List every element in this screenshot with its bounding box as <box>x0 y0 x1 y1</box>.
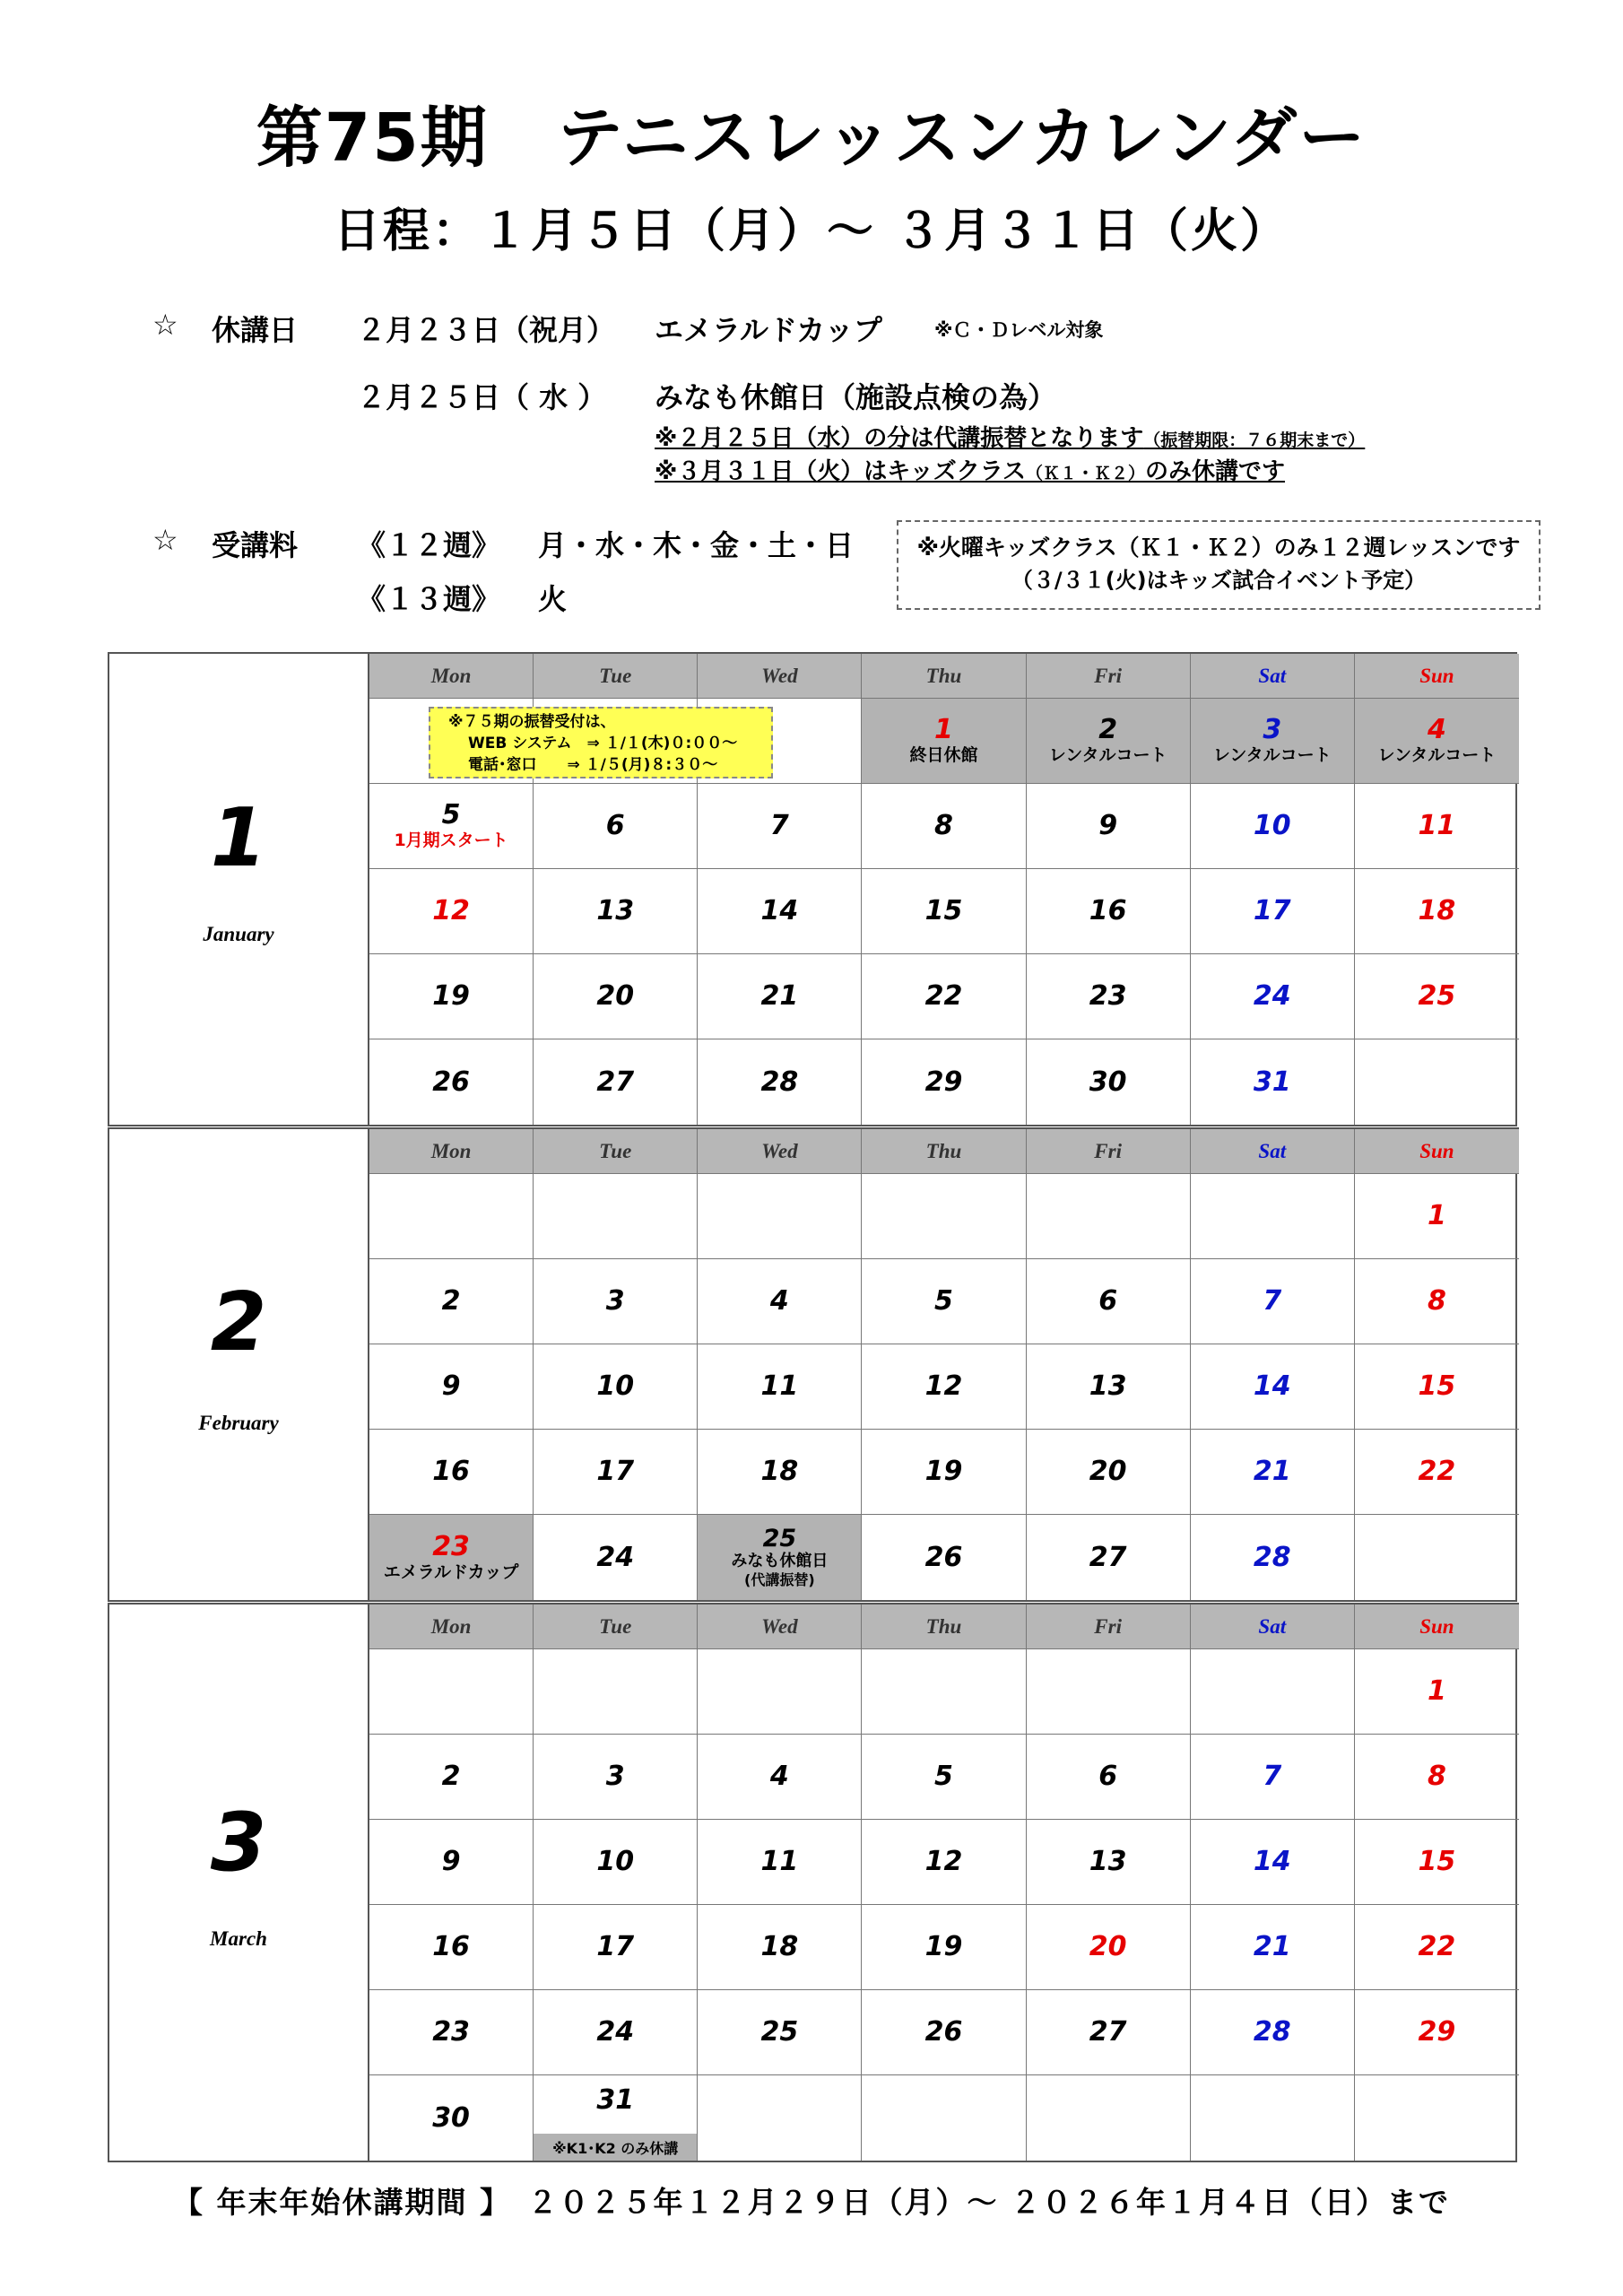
day-cell: 8 <box>862 784 1026 869</box>
day-cell: 26 <box>862 1515 1026 1600</box>
day-cell: 26 <box>862 1990 1026 2075</box>
day-cell: 27 <box>534 1039 698 1125</box>
day-cell: 19 <box>862 1905 1026 1990</box>
weekday-header: Mon <box>369 654 534 699</box>
day-cell: 10 <box>1191 784 1355 869</box>
day-cell <box>534 1174 698 1259</box>
calendar-february <box>108 1127 1517 1602</box>
closure-event-1: エメラルドカップ <box>655 313 882 347</box>
day-cell <box>698 2075 862 2161</box>
day-cell: 31 <box>1191 1039 1355 1125</box>
day-cell <box>1191 1649 1355 1735</box>
day-cell: 25 <box>1355 954 1519 1039</box>
day-cell: 6 <box>534 784 698 869</box>
month-number: 1 <box>210 791 267 885</box>
day-cell: 19 <box>862 1430 1026 1515</box>
day-cell: 2 レンタルコート <box>1027 699 1191 784</box>
day-cell: 12 <box>862 1344 1026 1430</box>
day-cell <box>862 1649 1026 1735</box>
day-cell: 6 <box>1027 1259 1191 1344</box>
month-name: March <box>210 1927 267 1950</box>
day-cell: 1 <box>1355 1174 1519 1259</box>
kids-class-note: ※火曜キッズクラス（Ｋ１・Ｋ２）のみ１２週レッスンです （３/３１(火)はキッズ試合イベント予定） <box>897 520 1541 610</box>
month-name: January <box>203 923 274 945</box>
day-cell: 13 <box>1027 1344 1191 1430</box>
day-cell: 7 <box>698 784 862 869</box>
fee-12-weeks: 《１２週》 <box>357 528 501 562</box>
day-cell: 24 <box>534 1515 698 1600</box>
day-cell: 18 <box>1355 869 1519 954</box>
day-cell: 16 <box>369 1905 534 1990</box>
day-cell: 16 <box>369 1430 534 1515</box>
day-cell: 20 <box>1027 1905 1191 1990</box>
closure-note-1: ※Ｃ・Ｄレベル対象 <box>934 319 1104 341</box>
day-cell: 25 みなも休館日 (代講振替) <box>698 1515 862 1600</box>
day-cell <box>1355 1039 1519 1125</box>
day-cell: 8 <box>1355 1259 1519 1344</box>
day-cell: 22 <box>1355 1905 1519 1990</box>
day-cell: 4 レンタルコート <box>1355 699 1519 784</box>
day-cell: 14 <box>1191 1344 1355 1430</box>
year-end-holiday-note: 【 年末年始休講期間 】 ２０２５年１２月２９日（月）～ ２０２６年１月４日（日）まで <box>173 2185 1450 2220</box>
day-cell: 5 <box>862 1259 1026 1344</box>
weekday-header: Tue <box>534 1129 698 1174</box>
closures-label: 休講日 <box>212 313 299 347</box>
day-cell: 22 <box>862 954 1026 1039</box>
day-cell: 27 <box>1027 1515 1191 1600</box>
day-cell: 15 <box>1355 1344 1519 1430</box>
day-cell: 5 1月期スタート <box>369 784 534 869</box>
day-cell: 21 <box>698 954 862 1039</box>
day-cell: 18 <box>698 1430 862 1515</box>
weekday-header: Thu <box>862 1605 1026 1649</box>
calendar-march <box>108 1603 1517 2162</box>
day-cell <box>1191 1174 1355 1259</box>
weekday-header: Sun <box>1355 1605 1519 1649</box>
weekday-header: Wed <box>698 1129 862 1174</box>
day-cell: 4 <box>698 1259 862 1344</box>
month-grid <box>369 1127 1519 1600</box>
closure-note-a: ※２月２５日（水）の分は代講振替となります（振替期限：７６期末まで） <box>655 425 1366 452</box>
month-label <box>109 654 369 1125</box>
day-cell <box>862 1174 1026 1259</box>
weekday-header: Sat <box>1191 1129 1355 1174</box>
day-cell: 20 <box>534 954 698 1039</box>
day-cell: 28 <box>1191 1515 1355 1600</box>
day-cell: 20 <box>1027 1430 1191 1515</box>
weekday-header: Fri <box>1027 654 1191 699</box>
day-cell: 14 <box>1191 1820 1355 1905</box>
schedule-range: 日程：１月５日（月）～ ３月３１日（火） <box>333 204 1290 258</box>
day-cell: 25 <box>698 1990 862 2075</box>
day-cell <box>1355 2075 1519 2161</box>
day-cell: 24 <box>1191 954 1355 1039</box>
day-cell <box>1027 1174 1191 1259</box>
day-cell: 5 <box>862 1735 1026 1820</box>
day-cell: 11 <box>698 1344 862 1430</box>
day-cell <box>369 1174 534 1259</box>
day-cell: 31 ※K1･K2 のみ休講 <box>534 2075 698 2161</box>
page-title: 第75期 テニスレッスンカレンダー <box>256 100 1367 177</box>
day-cell: 24 <box>534 1990 698 2075</box>
day-cell: 9 <box>1027 784 1191 869</box>
kids-closed-tag: ※K1･K2 のみ休講 <box>534 2134 697 2161</box>
weekday-header: Mon <box>369 1605 534 1649</box>
fee-13-days: 火 <box>538 582 568 616</box>
day-cell: 23 エメラルドカップ <box>369 1515 534 1600</box>
closure-note-b: ※３月３１日（火）はキッズクラス（Ｋ１・Ｋ２）のみ休講です <box>655 458 1286 485</box>
day-cell: 23 <box>369 1990 534 2075</box>
day-cell: 16 <box>1027 869 1191 954</box>
weekday-header: Sat <box>1191 654 1355 699</box>
closure-date-2: ２月２５日（ 水 ） <box>357 380 607 414</box>
day-cell: 1 <box>1355 1649 1519 1735</box>
weekday-header: Tue <box>534 654 698 699</box>
day-cell: 29 <box>1355 1990 1519 2075</box>
weekday-header: Mon <box>369 1129 534 1174</box>
day-cell <box>862 2075 1026 2161</box>
day-cell: 14 <box>698 869 862 954</box>
day-cell: 21 <box>1191 1430 1355 1515</box>
day-cell: 12 <box>862 1820 1026 1905</box>
day-cell: 9 <box>369 1344 534 1430</box>
month-label <box>109 1127 369 1600</box>
month-grid <box>369 1603 1519 2161</box>
day-cell: 18 <box>698 1905 862 1990</box>
calendar-january <box>108 652 1517 1126</box>
day-cell: 6 <box>1027 1735 1191 1820</box>
day-cell <box>1027 1649 1191 1735</box>
day-cell <box>1027 2075 1191 2161</box>
closure-event-2: みなも休館日（施設点検の為） <box>655 380 1057 414</box>
day-cell: 8 <box>1355 1735 1519 1820</box>
star-icon: ☆ <box>152 308 178 342</box>
fee-13-weeks: 《１３週》 <box>357 582 501 616</box>
day-cell <box>534 1649 698 1735</box>
day-cell: 12 <box>369 869 534 954</box>
day-cell: 2 <box>369 1735 534 1820</box>
day-cell: 26 <box>369 1039 534 1125</box>
day-cell: 21 <box>1191 1905 1355 1990</box>
day-cell: 17 <box>534 1430 698 1515</box>
day-cell: 23 <box>1027 954 1191 1039</box>
fees-label: 受講料 <box>212 528 299 562</box>
day-cell: 17 <box>1191 869 1355 954</box>
day-cell: 7 <box>1191 1735 1355 1820</box>
day-cell <box>698 1174 862 1259</box>
day-cell: 30 <box>369 2075 534 2161</box>
month-number: 2 <box>210 1275 267 1370</box>
day-cell: 2 <box>369 1259 534 1344</box>
star-icon: ☆ <box>152 523 178 557</box>
day-cell: 11 <box>1355 784 1519 869</box>
day-cell: 13 <box>1027 1820 1191 1905</box>
month-name: February <box>198 1412 279 1434</box>
day-cell <box>1355 1515 1519 1600</box>
day-cell: 19 <box>369 954 534 1039</box>
closure-date-1: ２月２３日（祝月） <box>357 313 616 347</box>
month-label <box>109 1603 369 2161</box>
day-cell: 9 <box>369 1820 534 1905</box>
day-cell: 15 <box>1355 1820 1519 1905</box>
day-cell: 3 <box>534 1735 698 1820</box>
weekday-header: Tue <box>534 1605 698 1649</box>
day-cell: 10 <box>534 1344 698 1430</box>
day-cell: 4 <box>698 1735 862 1820</box>
day-cell <box>1191 2075 1355 2161</box>
day-cell: 3 <box>534 1259 698 1344</box>
weekday-header: Wed <box>698 654 862 699</box>
weekday-header: Fri <box>1027 1129 1191 1174</box>
day-cell: 27 <box>1027 1990 1191 2075</box>
weekday-header: Sat <box>1191 1605 1355 1649</box>
weekday-header: Thu <box>862 654 1026 699</box>
day-cell: 22 <box>1355 1430 1519 1515</box>
day-cell: 10 <box>534 1820 698 1905</box>
day-cell: 28 <box>698 1039 862 1125</box>
day-cell: 17 <box>534 1905 698 1990</box>
weekday-header: Sun <box>1355 654 1519 699</box>
day-cell: 11 <box>698 1820 862 1905</box>
fee-12-days: 月・水・木・金・土・日 <box>538 528 855 562</box>
day-cell: 15 <box>862 869 1026 954</box>
weekday-header: Wed <box>698 1605 862 1649</box>
weekday-header: Thu <box>862 1129 1026 1174</box>
month-number: 3 <box>210 1796 267 1890</box>
day-cell <box>369 1649 534 1735</box>
weekday-header: Fri <box>1027 1605 1191 1649</box>
weekday-header: Sun <box>1355 1129 1519 1174</box>
day-cell: 1 終日休館 <box>862 699 1026 784</box>
day-cell: 29 <box>862 1039 1026 1125</box>
day-cell: 28 <box>1191 1990 1355 2075</box>
day-cell: 13 <box>534 869 698 954</box>
day-cell: 30 <box>1027 1039 1191 1125</box>
day-cell <box>698 1649 862 1735</box>
makeup-booking-note: ※７５期の振替受付は、 WEB システム ⇒ １/１(木)０:００～ 電話･窓口 ⇒ １/５(月)８:３０～ <box>429 707 773 778</box>
day-cell: 3 レンタルコート <box>1191 699 1355 784</box>
day-cell: 7 <box>1191 1259 1355 1344</box>
